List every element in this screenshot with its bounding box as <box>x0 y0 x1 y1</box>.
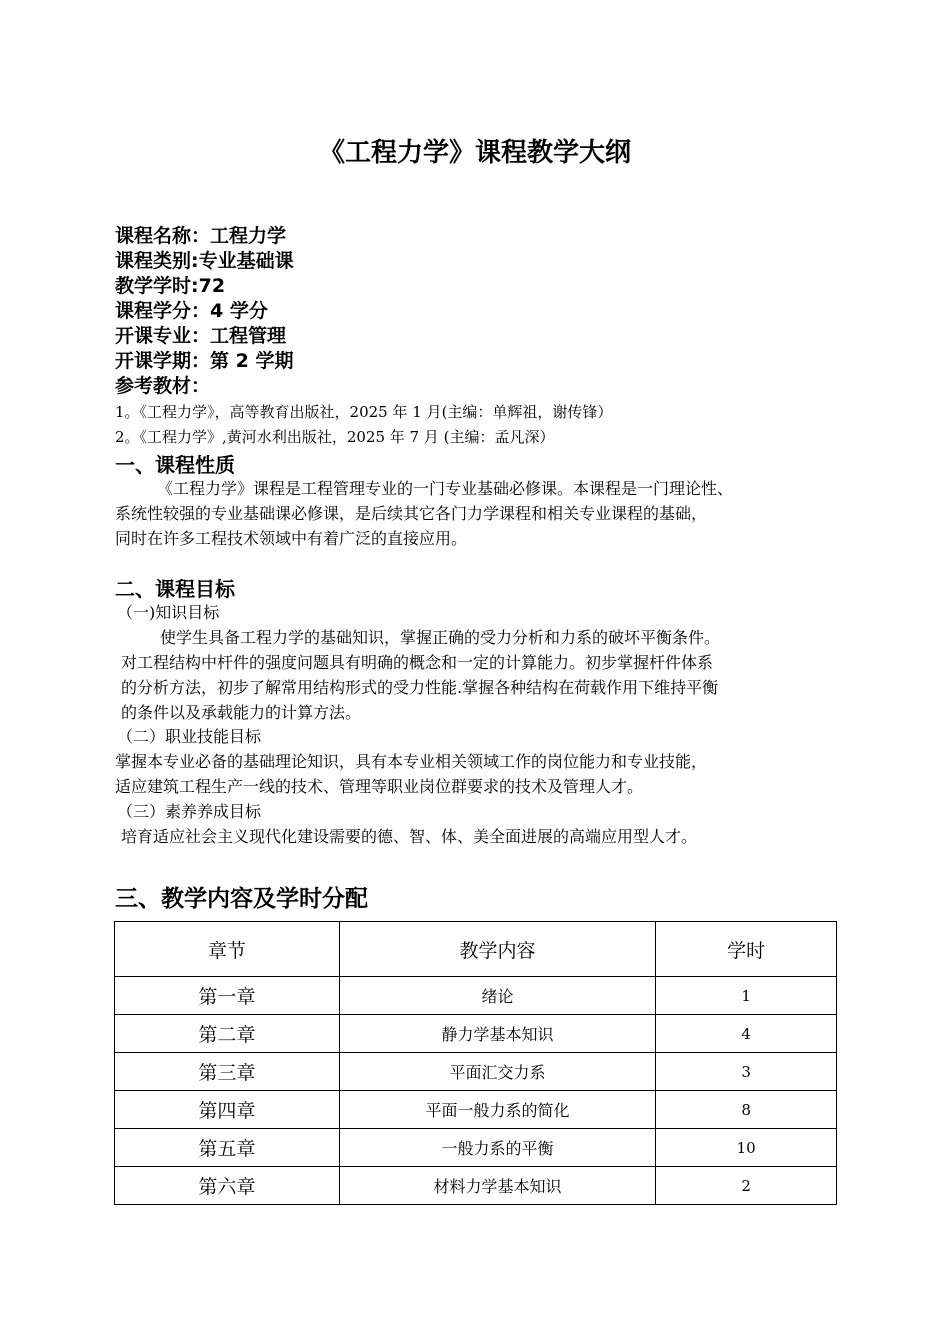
cell-hours: 8 <box>656 1091 837 1129</box>
course-name: 课程名称：工程力学 <box>115 225 287 247</box>
nature-line: 同时在许多工程技术领域中有着广泛的直接应用。 <box>115 529 468 548</box>
knowledge-line: 使学生具备工程力学的基础知识，掌握正确的受力分析和力系的破坏平衡条件。 <box>160 628 721 647</box>
course-major: 开课专业：工程管理 <box>115 325 287 347</box>
course-credits: 课程学分：4 学分 <box>115 300 268 322</box>
page-title: 《工程力学》课程教学大纲 <box>318 138 631 168</box>
cell-hours: 1 <box>656 977 837 1015</box>
header-content: 教学内容 <box>339 922 656 977</box>
subheading-literacy: （三）素养养成目标 <box>117 802 262 821</box>
section-heading-goals: 二、课程目标 <box>115 577 235 601</box>
cell-content: 绪论 <box>339 977 656 1015</box>
table-row <box>115 977 837 1015</box>
cell-content: 平面汇交力系 <box>339 1053 656 1091</box>
subheading-knowledge: （一)知识目标 <box>117 603 220 622</box>
cell-content: 静力学基本知识 <box>339 1015 656 1053</box>
table-row <box>115 1129 837 1167</box>
textbooks-label: 参考教材： <box>115 375 211 397</box>
textbook-item: 1。《工程力学》，高等教育出版社，2025 年 1 月(主编：单辉祖，谢传锋） <box>115 403 613 421</box>
course-hours: 教学学时:72 <box>115 275 226 297</box>
table-header-row <box>115 922 837 977</box>
skills-line: 适应建筑工程生产一线的技术、管理等职业岗位群要求的技术及管理人才。 <box>115 777 644 796</box>
section-heading-content: 三、教学内容及学时分配 <box>115 886 368 912</box>
textbook-item: 2。《工程力学》,黄河水利出版社，2025 年 7 月 (主编：孟凡深） <box>115 428 555 446</box>
course-type: 课程类别:专业基础课 <box>115 250 294 272</box>
cell-chapter: 第四章 <box>115 1091 340 1129</box>
cell-content: 一般力系的平衡 <box>339 1129 656 1167</box>
literacy-line: 培育适应社会主义现代化建设需要的德、智、体、美全面进展的高端应用型人才。 <box>121 827 698 846</box>
cell-hours: 3 <box>656 1053 837 1091</box>
cell-chapter: 第五章 <box>115 1129 340 1167</box>
schedule-table <box>114 921 837 1205</box>
cell-content: 平面一般力系的简化 <box>339 1091 656 1129</box>
cell-chapter: 第六章 <box>115 1167 340 1205</box>
nature-line: 系统性较强的专业基础课必修课，是后续其它各门力学课程和相关专业课程的基础， <box>115 504 708 523</box>
subheading-skills: （二）职业技能目标 <box>117 727 262 746</box>
section-heading-nature: 一、课程性质 <box>115 453 235 477</box>
cell-chapter: 第一章 <box>115 977 340 1015</box>
knowledge-line: 对工程结构中杆件的强度问题具有明确的概念和一定的计算能力。初步掌握杆件体系 <box>121 653 714 672</box>
nature-line: 《工程力学》课程是工程管理专业的一门专业基础必修课。本课程是一门理论性、 <box>157 479 734 498</box>
cell-chapter: 第三章 <box>115 1053 340 1091</box>
table-row <box>115 1015 837 1053</box>
course-semester: 开课学期：第 2 学期 <box>115 350 294 372</box>
cell-hours: 4 <box>656 1015 837 1053</box>
cell-content: 材料力学基本知识 <box>339 1167 656 1205</box>
skills-line: 掌握本专业必备的基础理论知识，具有本专业相关领域工作的岗位能力和专业技能， <box>115 752 708 771</box>
table-row <box>115 1167 837 1205</box>
knowledge-line: 的分析方法，初步了解常用结构形式的受力性能.掌握各种结构在荷载作用下维持平衡 <box>121 678 719 697</box>
knowledge-line: 的条件以及承载能力的计算方法。 <box>121 703 362 722</box>
table-row <box>115 1053 837 1091</box>
header-chapter: 章节 <box>115 922 340 977</box>
cell-hours: 10 <box>656 1129 837 1167</box>
header-hours: 学时 <box>656 922 837 977</box>
cell-hours: 2 <box>656 1167 837 1205</box>
cell-chapter: 第二章 <box>115 1015 340 1053</box>
table-row <box>115 1091 837 1129</box>
